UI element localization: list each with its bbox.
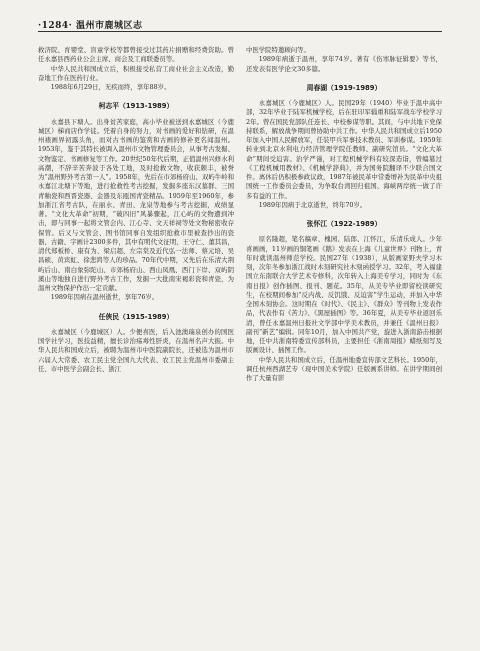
biography-ke-zhiping-paragraph-1: 永嘉县下塘人。出身贫苦家庭，高小毕业被送到永嘉城区（今鹿城区）梯商店作学徒。凭着自身的努力，对书画的爱好和钻研，在温州裱画界初露头角，而对古书画的鉴赏和古画的修补更名闻温州。1953年，鉴于其特长被调入温州市文物管理委员会，从事考古发掘、文物鉴定、书画修复等工作。20世纪50年代后期，正值温州兴修水利高潮，不辞辛苦奔波于各处工地，及时抢救文物，收获颇丰，被誉为“温州野外考古第一人”。1958年，先后在市郊杨府山、双屿牛岭和永嘉江北塘下等地，进行抢救性考古挖掘，发掘多座东汉墓群、三国青釉瓷和西晋瓷器、金器及东瓯国青瓷精品。1959年至1960年，参加浙江省考古队，在丽水、青田、龙泉等地参与考古挖掘，成绩显著。“文化大革命”初期，“破四旧”风暴骤起，江心屿的文物遭到冲击，即与同事一起将文管会内、江心寺、文天祥祠等处文物秘密收存保管。后又与文管会、图书馆同事自发组织抢救市里被查抄出的瓷器、古籍、字画计2300多件，其中有明代文征明、王守仁、董其昌，清代郑板桥、康有为、梁启超、左宗棠及近代弘一法师、蔡元培、吴昌硕、黄宾虹、徐悲鸿等人的珍品。70年代中期，又先后在乐清大荆屿后山、南白象弥陀山、市郊杨府山、西山凤凰、西门下岸、双屿阴溪山等地独自进行野外考古工作，发掘一大批南宋褐彩瓷和青瓷，为温州文物保护作出一定贡献。 — [38, 117, 234, 292]
biography-ren-xiamin-paragraph-1: 永嘉城区（今鹿城区）人。少便喜医，后入池澳瑞泉创办的国医国学社学习，医技益精，擅长诊治疡毒性肝炎，在温州名声大振。中华人民共和国成立后，被聘为温州市中医院副院长，还被选为温州市六届人大常委、农工民主党全国九大代表、农工民主党温州市委副主任、市中医学会副会长、浙江 — [38, 327, 234, 373]
left-intro-paragraph-1: 救济院、育婴堂、盲童学校等都曾接受过其药片捐赠和经费资助。曾任永嘉县西药业公会主席、商会及工商联委员等。 — [38, 46, 234, 64]
biography-title-ke-zhiping: 柯志平（1913-1989） — [98, 102, 174, 111]
left-column — [38, 46, 234, 374]
right-intro-paragraph-2: 1989年病逝于温州，享年74岁。著有《伤寒脉征辑要》等书，还发表有医学论文30多篇。 — [246, 55, 442, 73]
biography-title-zhang-huaijiang: 张怀江（1922-1989） — [306, 220, 382, 228]
biography-title-ren-xiamin: 任俠民（1915-1989） — [98, 312, 174, 321]
biography-title-zhou-chunhu: 周春湖（1919-1989） — [306, 83, 382, 92]
biography-zhou-chunhu-paragraph-1: 永嘉城区（今鹿城区）人。民国29年（1940）毕业于温中高中部，32年毕业于陆军机械学校，后在驻印军辎重和陆军战车学校学习2年。曾在国民党部队任连长、中校参谋等职。其间，与中共地下党保持联系，解放战争期间曾协助中共工作。中华人民共和国成立后1950年加入中国人民解放军，任装甲兵军事技术教员、军训参谋。1959年转业到北京水利电力经济管理学院任教师、副研究馆员。“文化大革命”期间受迫害。治学严谨，对工程机械学科有较深造诣，曾编纂过《工程机械用教材》、《机械学辞典》，并为国务院翻译不少联合国文件。离休后仍积极参政议政，1987年被民革中常委增补为民革中央祖国统一工作委员会委员，为争取台湾回归祖国、海峡两岸统一做了许多有益的工作。 — [246, 99, 442, 200]
right-column — [246, 46, 442, 383]
biography-zhou-chunhu-paragraph-2: 1989年因病于北京逝世，终年70岁。 — [258, 200, 367, 209]
left-intro-paragraph-3: 1988年6月29日，无疾而终，享年88岁。 — [50, 83, 171, 91]
biography-zhang-huaijiang-paragraph-2: 中华人民共和国成立后，任温州地委宣传部文艺科长。1950年，调任杭州西湖艺专（现中国美术学院）任版画系讲师。在讲学期间创作了大量有影 — [246, 355, 442, 382]
left-intro-paragraph-2: 中华人民共和国成立后，积极接受私营工商业社会主义改造，勤奋地工作在医药行业。 — [38, 64, 234, 82]
biography-zhang-huaijiang-paragraph-1: 原名隆超，笔名稿章、槐园、陆郎、江怀江，乐清乐成人。少年喜画画，11岁画的铜笔画《鹅》发表在上海《儿童世界》刊物上，青年时就读温州师范学校。民国27年（1938），从版画家野夫学习木刻，次年冬参加浙江战时木刻研究社木刻函授学习。32年，考入福建国立东南联合大学艺术专修科，次年转入上海美专学习，同时为《东南日报》创作插图、报刊、题花。35年，从美专毕业即留校读研究生，在校期间参加“反内战、反饥饿、反迫害”学生运动，并加入中华全国木刻协会。这时期在《时代》、《民主》、《群众》等刊物上发表作品，代表作有《苦力》、《黑屋插图》等。36年夏，从美专毕业返回乐清，曾任永嘉温州日报社文学部中学美术教员，并兼任《温州日报》副刊“新艺”编辑。同年10月，加入中国共产党，旋进入浙南游击根据地，任中共浙南特委宣传部科员，主要担任《浙南周报》蜡纸刻写及版画设计、插图工作。 — [246, 235, 442, 355]
biography-ke-zhiping-paragraph-2: 1989年因病在温州逝世，享年76岁。 — [50, 293, 159, 302]
right-intro-paragraph-1: 中医学院特邀顾问等。 — [246, 46, 310, 54]
page-header: ·1284· 温州市鹿城区志 — [38, 21, 143, 31]
header-rule — [38, 31, 442, 32]
